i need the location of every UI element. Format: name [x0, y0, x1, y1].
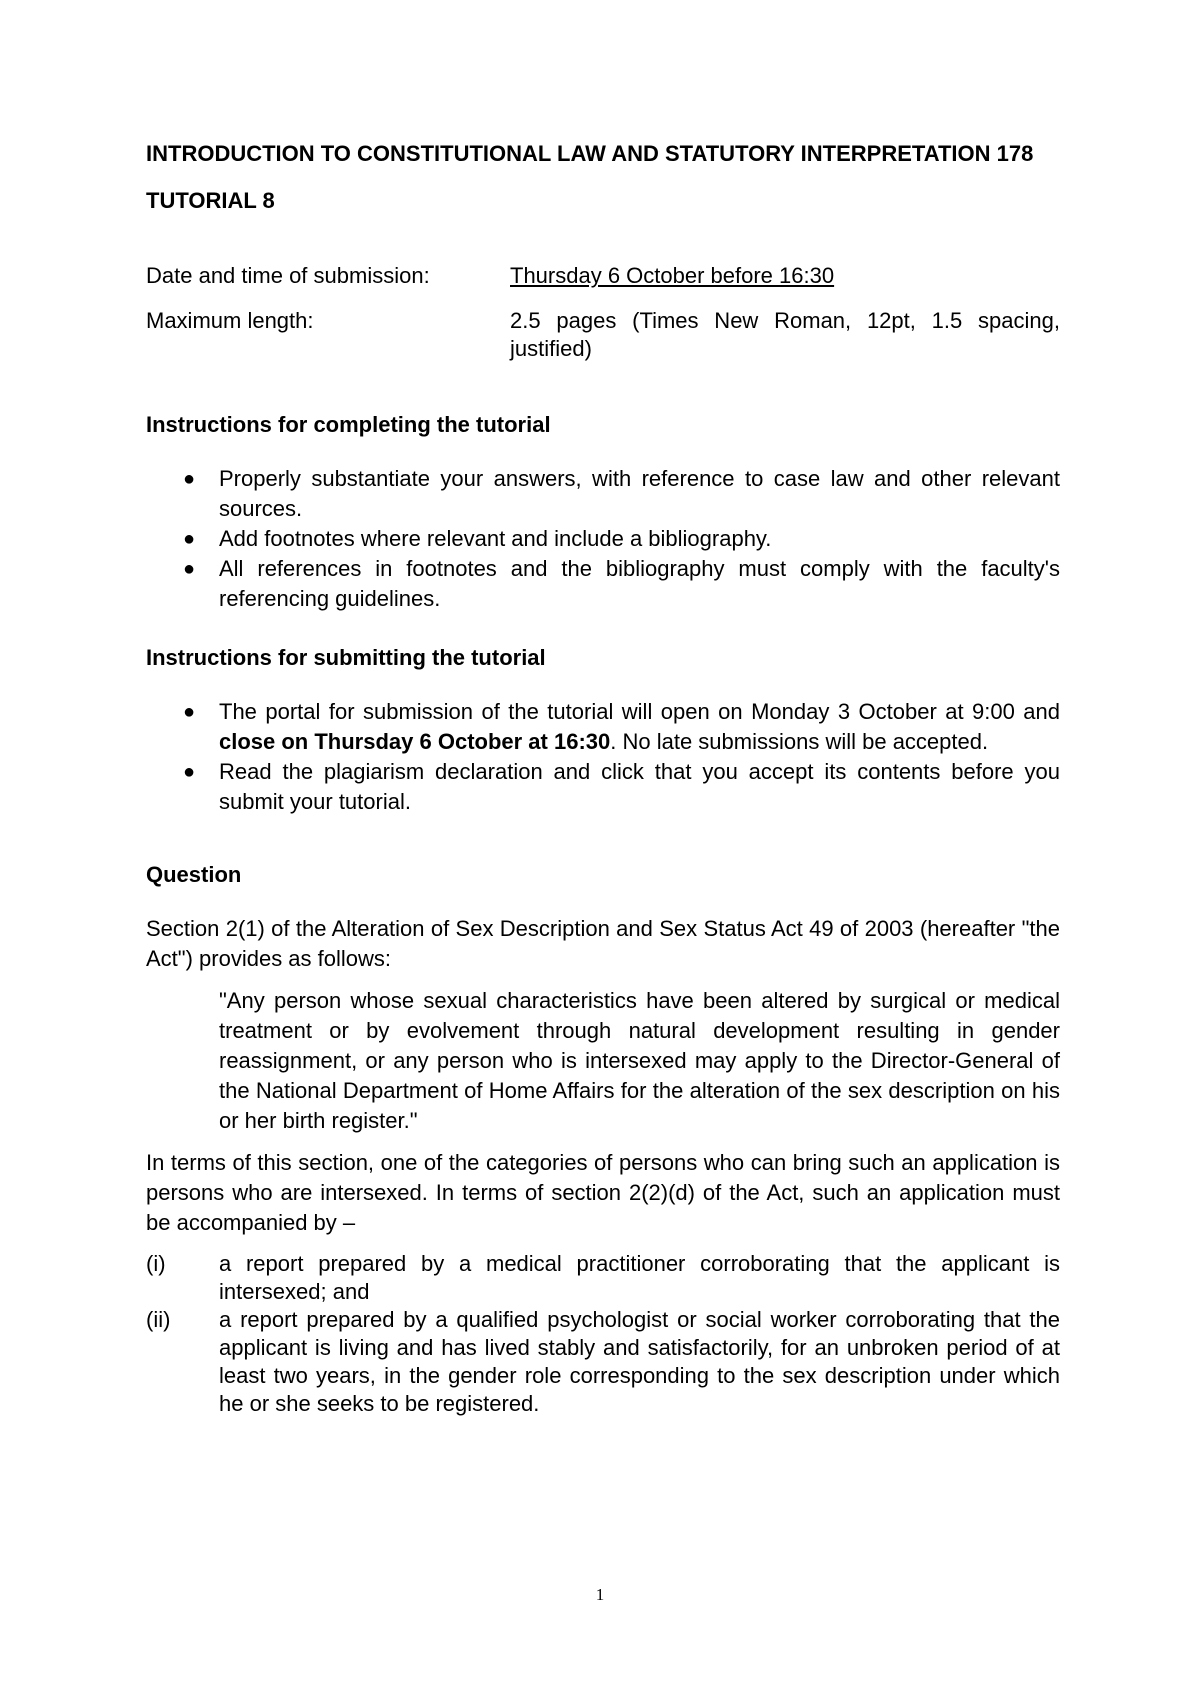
submitting-heading: Instructions for submitting the tutorial [146, 645, 546, 670]
requirements-list [146, 1250, 1060, 1418]
deadline-emphasis: close on Thursday 6 October at 16:30 [219, 729, 611, 754]
list-item: (ii) a report prepared by a qualified psychologist or social worker corroborating that the applicant is living and has lived stably and satisfactorily, for an unbroken period of at least two years, in the gender role corresponding to the sex description under which he or she seeks to be registered. [146, 1307, 1060, 1416]
question-heading: Question [146, 862, 242, 887]
submission-value: Thursday 6 October before 16:30 [510, 263, 835, 288]
tutorial-number: TUTORIAL 8 [146, 188, 275, 213]
bullet-icon: ● [183, 468, 196, 490]
bullet-icon: ● [183, 558, 196, 580]
completing-heading: Instructions for completing the tutorial [146, 412, 551, 437]
page-content [146, 140, 1060, 1418]
length-label: Maximum length: [146, 308, 314, 333]
item-number: (ii) [146, 1307, 171, 1332]
question-intro: Section 2(1) of the Alteration of Sex Description and Sex Status Act 49 of 2003 (hereafter "the Act") provides as follows: [146, 916, 1060, 971]
length-row [146, 307, 1060, 363]
question-paragraph: In terms of this section, one of the categories of persons who can bring such an application is persons who are intersexed. In terms of section 2(2)(d) of the Act, such an application must be accompanied by – [146, 1150, 1060, 1235]
item-number: (i) [146, 1251, 166, 1276]
statute-quote: "Any person whose sexual characteristics have been altered by surgical or medical treatment or by evolvement through natural development resulting in gender reassignment, or any person who is intersexed may apply to the Director-General of the National Department of Home Affairs for the alteration of the sex description on his or her birth register." [219, 988, 1060, 1133]
list-item: ● Add footnotes where relevant and include a bibliography. [146, 524, 1060, 554]
list-item: ● All references in footnotes and the bibliography must comply with the faculty's referencing guidelines. [183, 556, 1060, 611]
bullet-icon: ● [183, 761, 196, 783]
submission-row [146, 261, 1060, 291]
length-value: 2.5 pages (Times New Roman, 12pt, 1.5 spacing, justified) [510, 308, 1060, 361]
list-item: (i) a report prepared by a medical practitioner corroborating that the applicant is intersexed; and [146, 1251, 1060, 1304]
bullet-icon: ● [183, 528, 196, 550]
page-number: 1 [595, 1585, 605, 1604]
course-title: INTRODUCTION TO CONSTITUTIONAL LAW AND STATUTORY INTERPRETATION 178 [146, 141, 1034, 166]
submission-label: Date and time of submission: [146, 263, 430, 288]
submitting-list [146, 697, 1060, 817]
bullet-icon: ● [183, 701, 196, 723]
list-item: ● The portal for submission of the tutorial will open on Monday 3 October at 9:00 and close on Thursday 6 October at 16:30. No late submissions will be accepted. [183, 699, 1060, 754]
list-item: ● Properly substantiate your answers, with reference to case law and other relevant sources. [183, 466, 1060, 521]
completing-list [146, 464, 1060, 614]
list-item: ● Read the plagiarism declaration and click that you accept its contents before you submit your tutorial. [183, 759, 1060, 814]
